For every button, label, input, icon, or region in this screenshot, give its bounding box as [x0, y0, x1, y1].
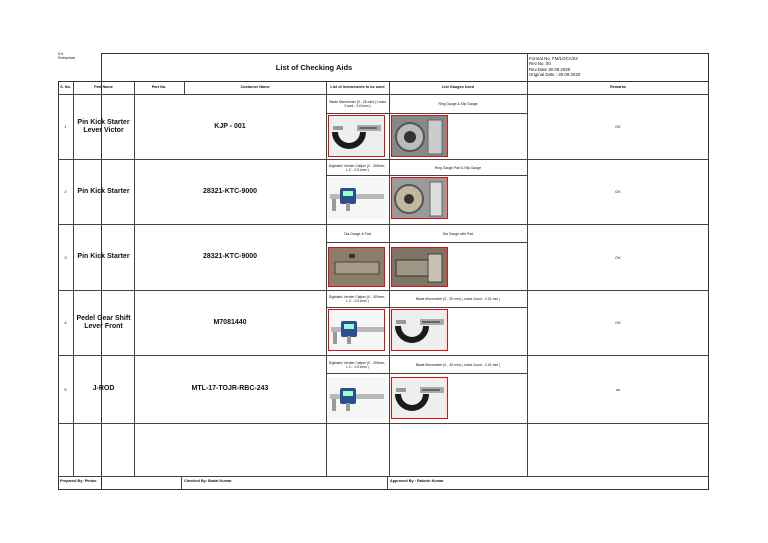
vernier-caliper-photo: [328, 177, 385, 219]
row5-sno: 5: [64, 386, 67, 392]
footer-divider-2: [387, 476, 388, 490]
sub-line-2: [326, 175, 527, 176]
row4-part-name: Pedel Gear Shift Lever Front: [76, 314, 131, 330]
col-part-no: Part No.: [151, 85, 167, 89]
row2-customer: 28321-KTC-9000: [202, 187, 258, 195]
row5-customer: MTL-17-TOJR-RBC-243: [191, 385, 269, 392]
vernier-caliper-photo: [328, 377, 385, 419]
checked-by: Checked By: Badal Kumar: [184, 479, 232, 483]
sub-line-4: [326, 307, 527, 308]
row1-customer: KJP - 001: [214, 122, 246, 130]
row3-gauge: Dia Gauge with Part: [442, 231, 474, 236]
rev-no: Rev.No. 00: [529, 61, 551, 67]
row2-part-name: Pin Kick Starter: [77, 187, 130, 195]
row1-sno: 1: [64, 124, 67, 129]
row2-instrument: Digimatic Vernier Caliper (0 - 300mm , L.C - 0.01mm ): [328, 163, 387, 172]
approved-by: Approved By : Rakesh Kumar: [390, 479, 444, 483]
grid-v5: [389, 81, 390, 476]
row-line-6: [58, 476, 709, 477]
row1-part-name: Pin Kick Starter Lever Victor: [77, 118, 130, 134]
row-line-5: [58, 423, 709, 424]
row3-part-name: Pin Kick Starter: [77, 253, 130, 260]
company-line-2: Enterprises: [58, 56, 76, 60]
row4-instrument: Digimatic Vernier Caliper (0 - 300mm , L.C - 0.01mm ): [328, 295, 387, 303]
micrometer-photo: [328, 115, 385, 157]
prepared-by: Prepared By: Pintoo: [60, 479, 97, 483]
dia-gauge-part-photo: [328, 247, 385, 287]
micrometer-photo: [391, 309, 448, 351]
document-title: List of Checking Aids: [275, 62, 353, 72]
grid-v4: [326, 81, 327, 476]
row4-remark: OK: [615, 320, 621, 325]
sub-line-1: [326, 113, 527, 114]
company-name: [58, 52, 98, 60]
row4-sno: 4: [64, 320, 67, 325]
row5-part-name: J-ROD: [92, 385, 115, 392]
col-instruments: List of Instruments to be used: [330, 85, 385, 89]
row3-sno: 3: [64, 254, 67, 260]
format-no: Format No. FM/LOCA/02: [529, 56, 578, 61]
ring-gauge-part-photo: [391, 177, 448, 219]
col-part-name: Part Name: [94, 85, 113, 89]
row1-remark: OK: [615, 124, 621, 129]
col-sno: S. No.: [60, 85, 71, 89]
sub-line-3: [326, 242, 527, 243]
original-date: Original Date : 30.09.2020: [529, 72, 581, 78]
vernier-caliper-photo: [328, 309, 385, 351]
ring-gauge-photo: [391, 115, 448, 157]
row4-gauge: Blade Micrometer (0 - 25 mm) ( Least Count - 0.01 mm ): [415, 297, 501, 301]
row5-gauge: Blade Micrometer (0 - 25 mm) ( Least Count - 0.01 mm ): [415, 362, 501, 367]
sub-line-5: [326, 373, 527, 374]
company-line-1: S.K.: [58, 52, 65, 56]
row1-instrument: Blade Micrometer (0 - 25 mm) ( Least Count - 0.01mm ): [329, 100, 386, 108]
format-info: [529, 56, 709, 78]
row3-remark: OK: [615, 254, 621, 260]
dia-gauge-with-part-photo: [391, 247, 448, 287]
row2-gauge: Ring Gauge Part & Slip Gauge: [434, 165, 482, 170]
row1-gauge: Ring Gauge & Slip Gauge: [438, 102, 478, 106]
row4-customer: M7081440: [213, 318, 247, 326]
rev-date: Rev.Date 30.09.2020: [529, 66, 571, 72]
row3-customer: 28321-KTC-9000: [202, 253, 258, 260]
row3-instrument: Dia Gauge & Part: [344, 231, 371, 236]
title-divider: [527, 53, 528, 81]
row5-remark: ok: [615, 386, 621, 392]
row5-instrument: Digimatic Vernier Caliper (0 - 300mm , L.C - 0.01mm ): [328, 360, 387, 369]
col-customer: Customer Name: [240, 85, 270, 89]
footer-divider-1: [181, 476, 182, 490]
col-remarks: Remarks: [609, 85, 627, 89]
row2-sno: 2: [64, 189, 67, 194]
micrometer-photo: [391, 377, 448, 419]
grid-v3-header: [184, 81, 185, 94]
row2-remark: OK: [615, 189, 621, 194]
col-gauges: List Gauges Used: [441, 85, 475, 89]
